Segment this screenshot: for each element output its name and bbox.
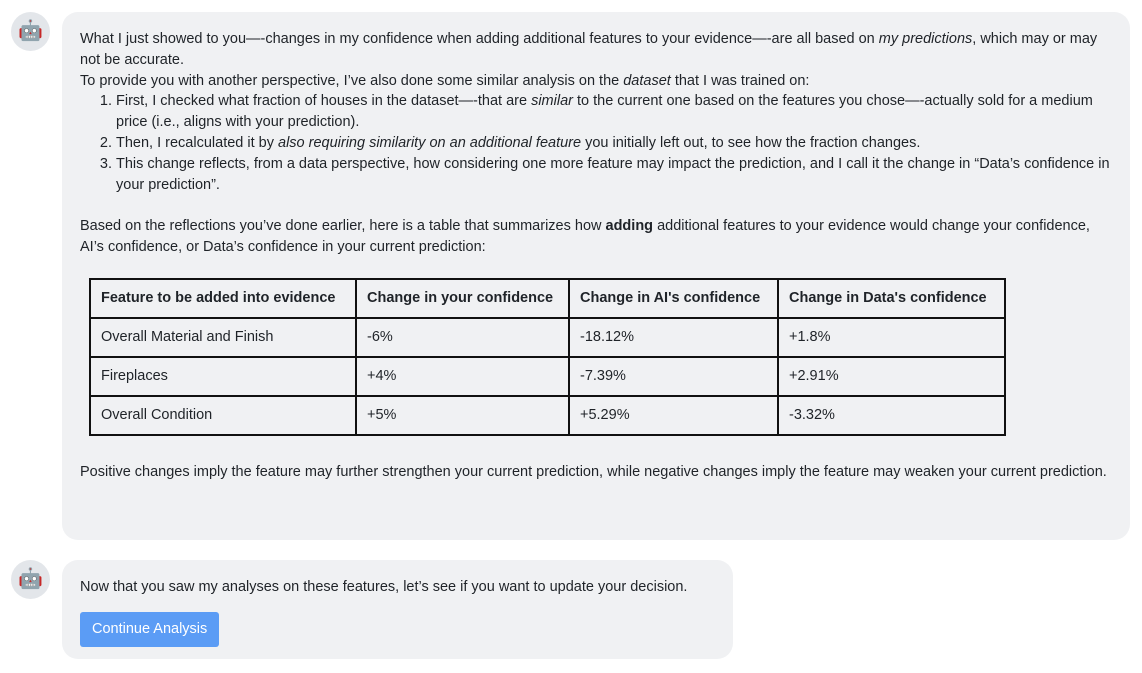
table-cell: Fireplaces: [90, 357, 356, 396]
table-cell: -6%: [356, 318, 569, 357]
perspective-text: [80, 71, 1112, 92]
text: that I was trained on:: [670, 72, 810, 89]
bot-avatar: [11, 560, 50, 599]
text-emphasis: my predictions: [878, 31, 973, 47]
table-cell: +5%: [356, 396, 569, 435]
bot-avatar: [11, 12, 50, 51]
table-cell: +1.8%: [778, 318, 1005, 357]
column-header: Feature to be added into evidence: [90, 279, 356, 318]
text: additional features to your evidence would change your confidence, AI’s confidence, or Data’s confidence in your current prediction:: [80, 218, 1090, 255]
table-cell: Overall Material and Finish: [90, 318, 356, 357]
text: First, I checked what fraction of houses in the dataset—-that are: [116, 93, 532, 110]
text: Then, I recalculated it by: [116, 134, 278, 151]
table-row: [90, 318, 1005, 357]
bot-message-continue: [62, 560, 733, 659]
closing-text: Positive changes imply the feature may further strengthen your current prediction, while negative changes imply the feature may weaken your current prediction.: [80, 463, 1107, 480]
table-cell: -7.39%: [569, 357, 778, 396]
message-text: Now that you saw my analyses on these features, let’s see if you want to update your decision.: [80, 579, 688, 595]
column-header: Change in your confidence: [356, 279, 569, 318]
table-cell: Overall Condition: [90, 396, 356, 435]
intro-text: [80, 29, 1112, 71]
list-item: [116, 133, 1112, 154]
robot-icon: 🤖: [18, 568, 43, 591]
text: to the current one based on the features you chose—-actually sold for a medium price (i.e., aligns with your prediction).: [116, 93, 1093, 131]
table-header-row: [90, 279, 1005, 318]
robot-icon: 🤖: [18, 20, 43, 43]
text: , which may or may not be accurate.: [80, 31, 1098, 68]
text: What I just showed to you—-changes in my confidence when adding additional features to your evidence—-are all based on: [80, 31, 879, 47]
text: This change reflects, from a data perspective, how considering one more feature may impact the prediction, and I call it the change in “Data’s confidence in your prediction”.: [116, 155, 1110, 193]
text: Based on the reflections you’ve done earlier, here is a table that summarizes how: [80, 218, 606, 235]
list-item: [116, 91, 1112, 133]
summary-text: [80, 216, 1112, 258]
table-row: [90, 396, 1005, 435]
text-emphasis: dataset: [623, 72, 671, 89]
bot-message-analysis: [62, 12, 1130, 540]
column-header: Change in Data's confidence: [778, 279, 1005, 318]
text: To provide you with another perspective, I’ve also done some similar analysis on the: [80, 72, 624, 89]
list-item: [116, 154, 1112, 196]
text-emphasis: similar: [531, 93, 573, 110]
steps-list: [80, 91, 1112, 195]
text: you initially left out, to see how the fraction changes.: [581, 134, 921, 151]
table-row: [90, 357, 1005, 396]
text-strong: adding: [605, 218, 654, 235]
table-cell: -3.32%: [778, 396, 1005, 435]
text-emphasis: also requiring similarity on an additional feature: [278, 134, 582, 151]
column-header: Change in AI's confidence: [569, 279, 778, 318]
confidence-table: [89, 278, 1006, 436]
table-cell: -18.12%: [569, 318, 778, 357]
table-cell: +2.91%: [778, 357, 1005, 396]
continue-analysis-button[interactable]: Continue Analysis: [80, 612, 219, 647]
table-cell: +5.29%: [569, 396, 778, 435]
table-cell: +4%: [356, 357, 569, 396]
